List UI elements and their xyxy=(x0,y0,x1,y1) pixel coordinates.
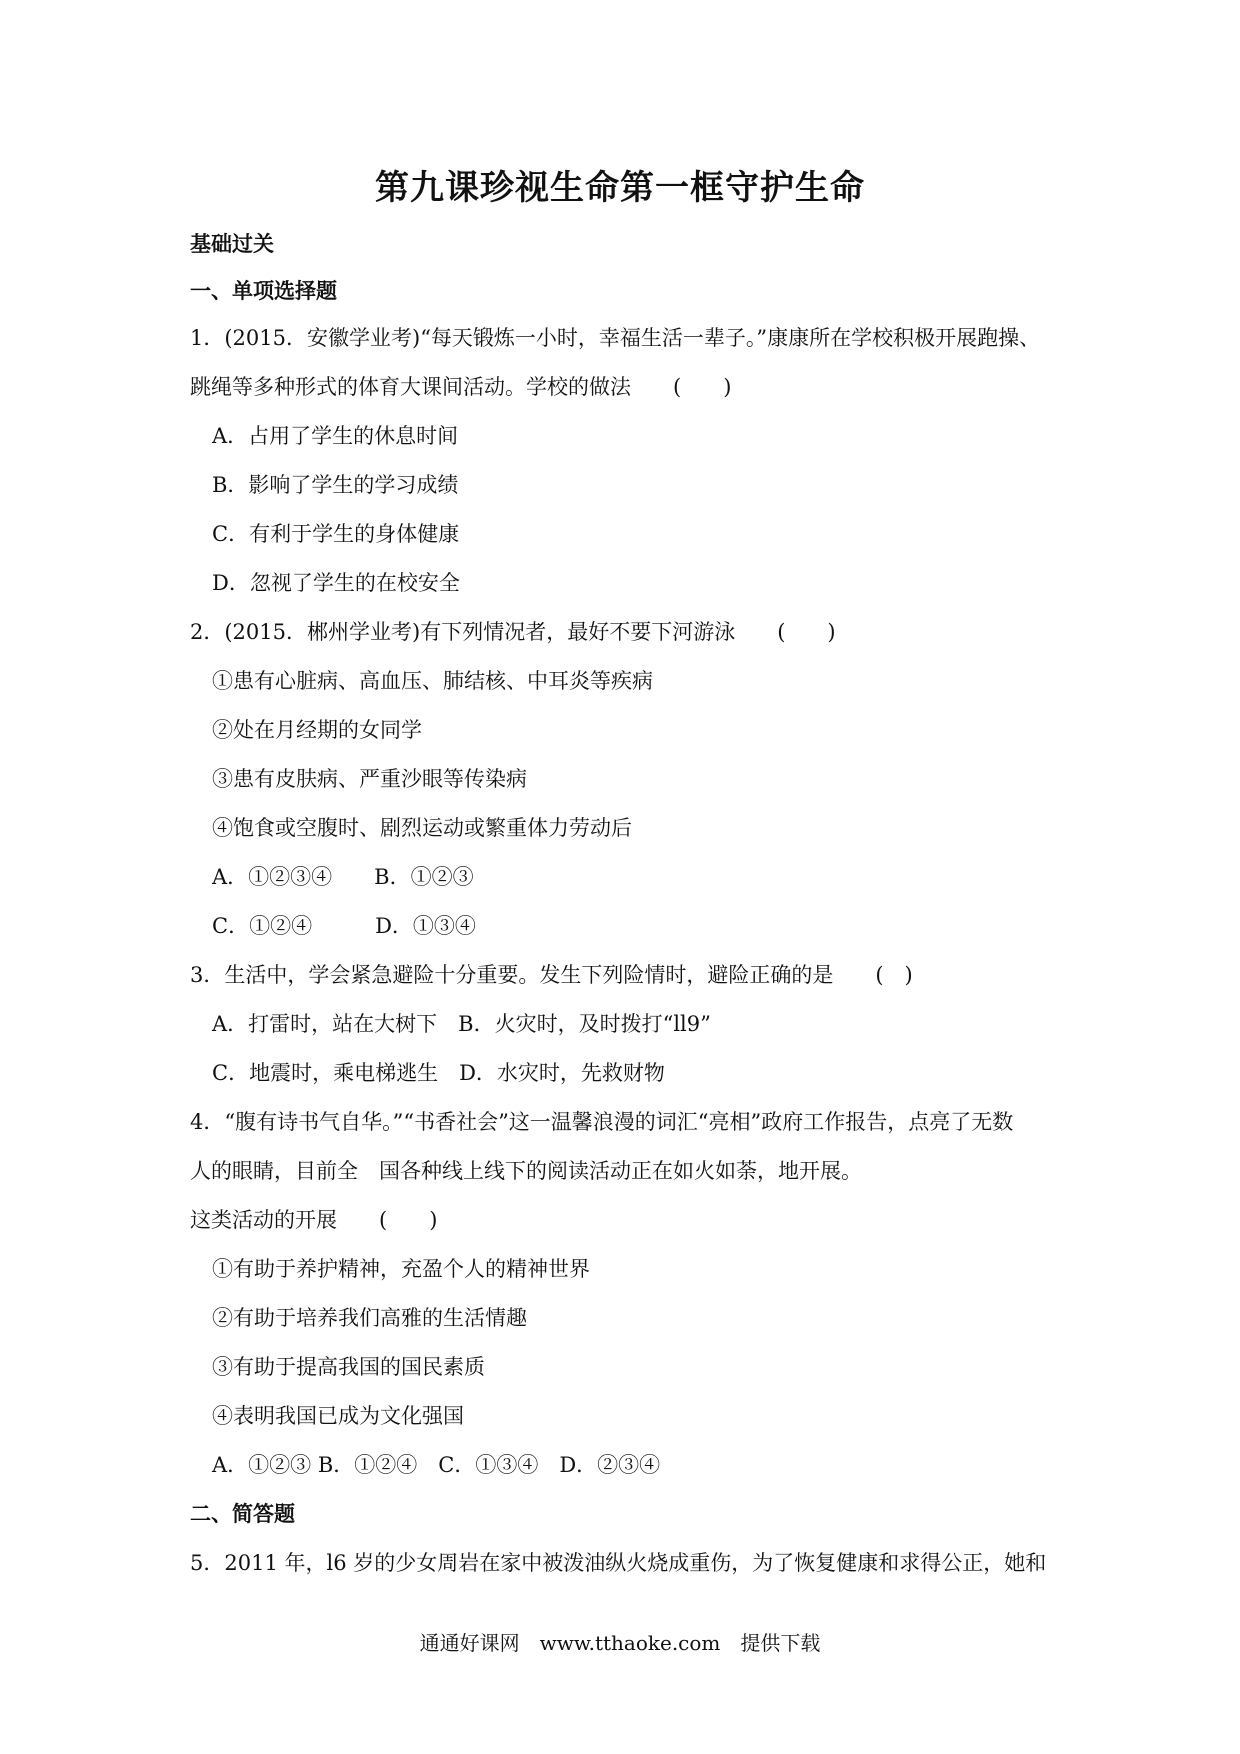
question-4-item-3: ③有助于提高我国的国民素质 xyxy=(212,1355,485,1379)
question-2-item-1: ①患有心脏病、高血压、肺结核、中耳炎等疾病 xyxy=(212,669,653,693)
question-1-option-b: B．影响了学生的学习成绩 xyxy=(212,473,459,497)
question-1-option-c: C．有利于学生的身体健康 xyxy=(212,522,460,546)
question-3-options-ab: A．打雷时，站在大树下 B．火灾时，及时拨打“ll9” xyxy=(212,1012,711,1036)
section-heading-single-choice: 一、单项选择题 xyxy=(190,278,337,303)
question-1-stem-line1: 1．(2015．安徽学业考)“每天锻炼一小时，幸福生活一辈子。”康康所在学校积极开展跑操、 xyxy=(190,326,1041,350)
question-4-stem-line2: 人的眼睛，目前全 国各种线上线下的阅读活动正在如火如荼，地开展。 xyxy=(190,1159,862,1183)
question-3-stem: 3．生活中，学会紧急避险十分重要。发生下列险情时，避险正确的是 ( ) xyxy=(190,963,913,987)
question-5-stem-line1: 5．2011 年，l6 岁的少女周岩在家中被泼油纵火烧成重伤，为了恢复健康和求得公正，她和 xyxy=(190,1551,1047,1575)
question-2-item-3: ③患有皮肤病、严重沙眼等传染病 xyxy=(212,767,527,791)
section-heading-short-answer: 二、简答题 xyxy=(190,1501,295,1526)
question-1-option-d: D．忽视了学生的在校安全 xyxy=(212,571,460,595)
question-2-item-4: ④饱食或空腹时、剧烈运动或繁重体力劳动后 xyxy=(212,816,632,840)
section-heading-basic: 基础过关 xyxy=(190,231,274,256)
question-2-stem: 2．(2015．郴州学业考)有下列情况者，最好不要下河游泳 ( ) xyxy=(190,620,836,644)
question-4-stem-line3: 这类活动的开展 ( ) xyxy=(190,1208,438,1232)
question-4-stem-line1: 4．“腹有诗书气自华。”“书香社会”这一温馨浪漫的词汇“亮相”政府工作报告，点亮了无数 xyxy=(190,1110,1014,1134)
question-4-item-1: ①有助于养护精神，充盈个人的精神世界 xyxy=(212,1257,590,1281)
question-4-item-2: ②有助于培养我们高雅的生活情趣 xyxy=(212,1306,527,1330)
question-4-item-4: ④表明我国已成为文化强国 xyxy=(212,1404,464,1428)
question-2-options-ab: A．①②③④ B．①②③ xyxy=(212,865,474,889)
page-title: 第九课珍视生命第一框守护生命 xyxy=(375,168,865,208)
question-1-option-a: A．占用了学生的休息时间 xyxy=(212,424,459,448)
question-3-options-cd: C．地震时，乘电梯逃生 D．水灾时，先救财物 xyxy=(212,1061,665,1085)
page-footer: 通通好课网 www.tthaoke.com 提供下载 xyxy=(419,1631,821,1655)
question-1-stem-line2: 跳绳等多种形式的体育大课间活动。学校的做法 ( ) xyxy=(190,375,732,399)
question-4-options: A．①②③ B．①②④ C．①③④ D．②③④ xyxy=(212,1453,661,1477)
question-2-item-2: ②处在月经期的女同学 xyxy=(212,718,422,742)
question-2-options-cd: C．①②④ D．①③④ xyxy=(212,914,476,938)
